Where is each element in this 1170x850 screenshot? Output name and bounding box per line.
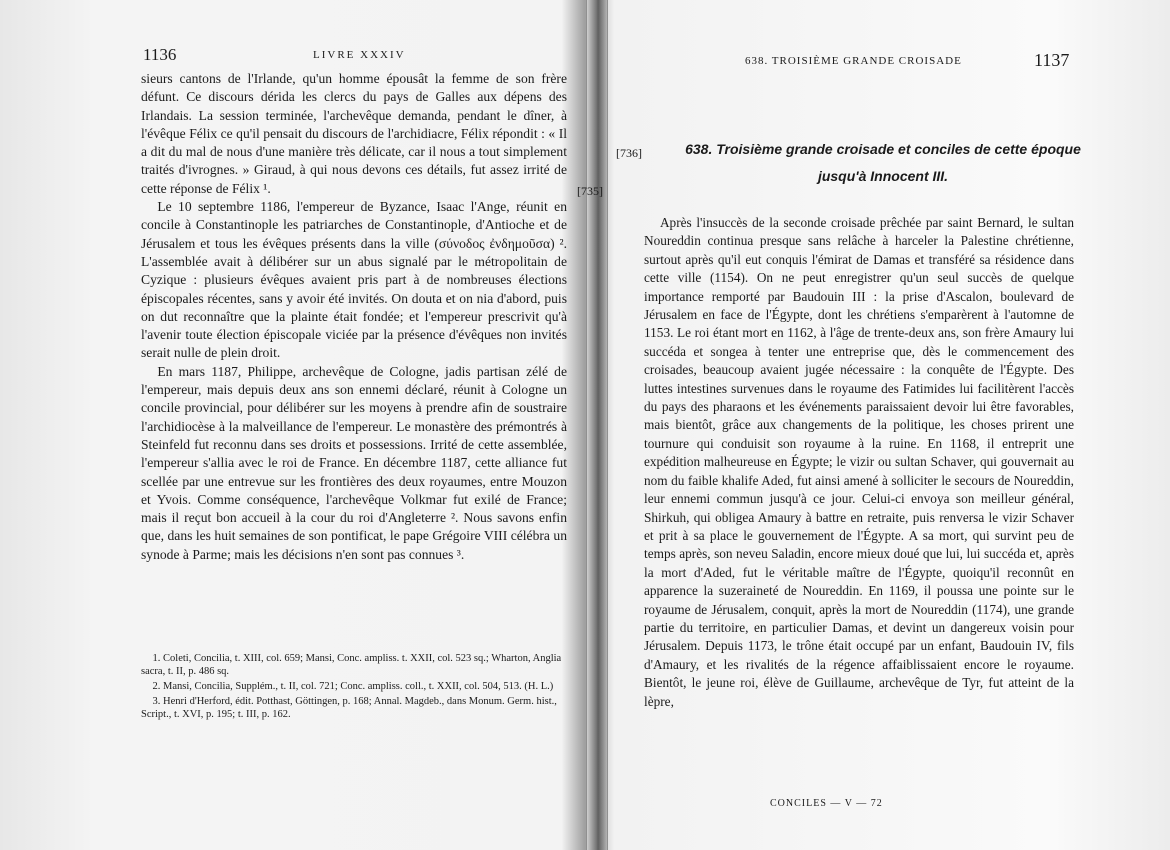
book-gutter [586, 0, 608, 850]
left-footnote-3: 3. Henri d'Herford, édit. Potthast, Göttingen, p. 168; Annal. Magdeb., dans Monum. Germ. hist., Script., t. XVI, p. 195; t. III, p. 162. [141, 696, 557, 720]
left-margin-reference: [735] [577, 184, 603, 198]
section-title [658, 136, 1108, 190]
right-running-title: 638. TROISIÈME GRANDE CROISADE [745, 55, 962, 67]
left-page-number: 1136 [143, 45, 177, 64]
signature-line: CONCILES — V — 72 [770, 798, 883, 809]
left-paragraph-3: En mars 1187, Philippe, archevêque de Cologne, jadis partisan zélé de l'empereur, mais depuis deux ans son ennemi déclaré, réunit à Cologne un concile provincial, pour délibérer sur les moyens à prendre afin de soustraire l'archidiocèse à la malveillance de l'empereur. Le monastère des prémontrés à Steinfeld fut reconnu dans ses droits et possessions. Irrité de cette assemblée, l'empereur s'allia avec le roi de France. En décembre 1187, cette alliance fut scellée par une entrevue sur les frontières des deux royaumes, entre Mouzon et Yvois. Comme conséquence, l'archevêque Volkmar fut exilé de France; mais il reçut bon accueil à la cour du roi d'Angleterre ². Nous savons enfin que, dans les huit semaines de son pontificat, le pape Grégoire VIII célébra un synode à Parme; mais les décisions n'en sont pas connues ³. [141, 363, 567, 562]
left-paragraph-1: sieurs cantons de l'Irlande, qu'un homme épousât la femme de son frère défunt. Ce discours dérida les clercs du pays de Galles aux dépens des Irlandais. La session terminée, l'archevêque demanda, pendant le dîner, à l'évêque Félix ce qu'il pensait du discours de l'archidiacre, Félix répondit : « Il a dit du mal de nous d'une manière très délicate, car il nous a tout simplement traités d'ivrognes. » Giraud, à qui nous devons ces détails, fut assez irrité de cette réponse de Félix ¹. [141, 71, 567, 196]
section-title-line-1: 638. Troisième grande croisade et conciles de cette époque [685, 141, 1081, 157]
section-title-line-2: jusqu'à Innocent III. [817, 168, 949, 184]
left-page-header [0, 45, 586, 73]
left-paragraph-2: Le 10 septembre 1186, l'empereur de Byzance, Isaac l'Ange, réunit en concile à Constantinople les patriarches de Constantinople, d'Antioche et de Jérusalem et tous les évêques présents dans la ville (σύνοδος ἐνδημοῦσα) ². L'assemblée avait à délibérer sur un abus signalé par le métropolitain de Cyzique : plusieurs évêques avaient pris part à de nombreuses élections épiscopales récentes, sans y avoir été invités. On douta et on nia d'abord, puis on dut reconnaître que la plainte était fondée; et l'empereur prescrivit qu'à l'avenir toute élection épiscopale viciée par la présence d'évêques non invités serait nulle de plein droit. [141, 199, 567, 361]
right-body-text [644, 214, 1074, 711]
page-edge-shadow-left [586, 0, 587, 850]
left-footnote-2: 2. Mansi, Concilia, Supplém., t. II, col. 721; Conc. ampliss. coll., t. XXII, col. 504, 513. (H. L.) [152, 681, 554, 692]
left-running-title: LIVRE XXXIV [313, 49, 406, 61]
right-page-number: 1137 [1034, 50, 1070, 70]
right-page-header [608, 45, 1170, 73]
right-margin-reference: [736] [616, 146, 642, 160]
left-footnote-1: 1. Coleti, Concilia, t. XIII, col. 659; Mansi, Conc. ampliss. t. XXII, col. 523 sq.; Wharton, Anglia sacra, t. II, p. 486 sq. [141, 653, 562, 677]
left-footnotes [141, 652, 567, 723]
right-paragraph-1: Après l'insuccès de la seconde croisade prêchée par saint Bernard, le sultan Noureddin continua presque sans relâche à harceler la Palestine chrétienne, surtout après qu'il eut conquis l'émirat de Damas et transféré sa résidence dans cette ville (1154). On ne peut enregistrer qu'un seul succès de quelque importance remporté par Baudouin III : la prise d'Ascalon, boulevard de Jérusalem en face de l'Égypte, dont les chrétiens s'emparèrent à l'automne de 1153. Le roi étant mort en 1162, à l'âge de trente-deux ans, son frère Amaury lui succéda et songea à tenter une entreprise que, dès le commencement des croisades, beaucoup avaient jugée nécessaire : la conquête de l'Égypte. Des luttes intestines survenues dans le royaume des Fatimides lui facilitèrent l'accès du pays des pharaons et les événements paraissaient devoir lui être favorables, mais bientôt, grâce aux changements de la politique, les choses prirent une tournure qui conduisit son royaume à la ruine. En 1168, il entreprit une expédition malheureuse en Égypte; le vizir ou sultan Schaver, qui gouvernait au nom du faible khalife Aded, fut ainsi amené à solliciter le secours de Noureddin, leur ennemi commun jusqu'à ce jour. Celui-ci envoya son meilleur général, Shirkuh, qui obligea Amaury à battre en retraite, puis renversa le vizir Schaver et prit à sa place le gouvernement de l'Égypte. A sa mort, qui survint peu de temps après, son neveu Saladin, encore mieux doué que lui, lui succéda et, après la mort d'Aded, fut le véritable maître de l'Égypte, quoiqu'il reconnût en apparence la suzeraineté de Noureddin. En 1169, il poussa une pointe sur le royaume de Jérusalem, conquit, après la mort de Noureddin (1174), une grande partie du territoire, en particulier Damas, et devint un dangereux voisin pour Jérusalem. Depuis 1173, le trône était occupé par un enfant, Baudouin IV, fils d'Amaury, et les rivalités de la régence affaiblissaient encore le royaume. Bientôt, le jeune roi, élève de Guillaume, archevêque de Tyr, fut atteint de la lèpre, [644, 215, 1074, 709]
left-body-text [141, 70, 567, 564]
right-page [608, 0, 1170, 850]
